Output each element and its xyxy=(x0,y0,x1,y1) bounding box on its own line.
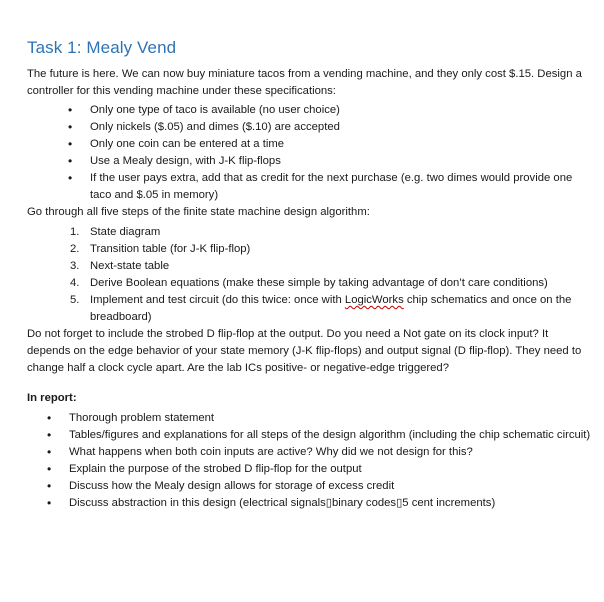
step-text-after: chip schematics and once on the breadboard) xyxy=(90,294,572,323)
report-item: • Discuss how the Mealy design allows for storage of excess credit xyxy=(47,478,593,495)
report-list xyxy=(47,410,593,512)
report-item: • What happens when both coin inputs are active? Why did we not design for this? xyxy=(47,444,593,461)
report-item: • Explain the purpose of the strobed D flip-flop for the output xyxy=(47,461,593,478)
step-text: State diagram xyxy=(90,226,161,238)
spellcheck-marked-word: LogicWorks xyxy=(344,294,404,306)
step-text: Next-state table xyxy=(90,260,170,272)
intro-paragraph: The future is here. We can now buy miniature tacos from a vending machine, and they only cost $.15. Design a controller for this vending machine under these specifications: xyxy=(27,68,582,97)
step-item xyxy=(70,258,593,275)
spec-item: • Only one coin can be entered at a time xyxy=(68,136,593,153)
report-item: • Tables/figures and explanations for all steps of the design algorithm (including the chip schematic circuit) xyxy=(47,427,593,444)
report-heading: In report: xyxy=(27,392,77,404)
step-text: Derive Boolean equations (make these simple by taking advantage of don’t care conditions) xyxy=(90,277,548,289)
spec-list xyxy=(68,102,593,204)
step-item xyxy=(70,292,593,326)
spec-item: • Use a Mealy design, with J-K flip-flops xyxy=(68,153,593,170)
steps-intro: Go through all five steps of the finite state machine design algorithm: xyxy=(27,206,370,218)
report-item: • Thorough problem statement xyxy=(47,410,593,427)
design-steps-list xyxy=(70,224,593,326)
step-number: 5. xyxy=(70,294,80,306)
step-number: 3. xyxy=(70,260,80,272)
step-text-before: Implement and test circuit (do this twice: once with xyxy=(90,294,345,306)
spec-item: • Only nickels ($.05) and dimes ($.10) are accepted xyxy=(68,119,593,136)
document-page xyxy=(27,38,593,512)
step-item xyxy=(70,275,593,292)
flipflop-note: Do not forget to include the strobed D flip-flop at the output. Do you need a Not gate on its clock input? It depends on the edge behavior of your state memory (J-K flip-flops) and output signal (D flip-flop). They need to change half a clock cycle apart. Are the lab ICs positive- or negative-edge triggered? xyxy=(27,328,582,374)
report-item: • Discuss abstraction in this design (electrical signals▯binary codes▯5 cent increments) xyxy=(47,495,593,512)
task-title: Task 1: Mealy Vend xyxy=(27,38,177,57)
step-number: 2. xyxy=(70,243,80,255)
step-text: Transition table (for J-K flip-flop) xyxy=(90,243,251,255)
spec-item: • Only one type of taco is available (no user choice) xyxy=(68,102,593,119)
step-item xyxy=(70,224,593,241)
step-number: 4. xyxy=(70,277,80,289)
step-number: 1. xyxy=(70,226,80,238)
spec-item: • If the user pays extra, add that as credit for the next purchase (e.g. two dimes would provide one taco and $.05 in memory) xyxy=(68,170,593,204)
step-item xyxy=(70,241,593,258)
